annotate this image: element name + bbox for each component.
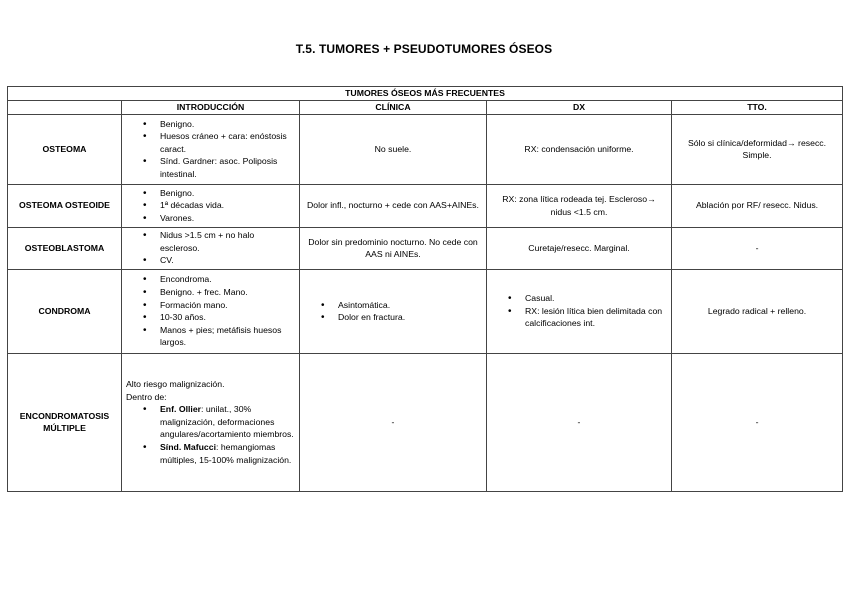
table-row (8, 227, 843, 269)
list-item: • Benigno. (160, 187, 295, 200)
tto-cell: Ablación por RF/ resecc. Nidus. (672, 184, 843, 227)
intro-list (126, 273, 295, 349)
document-title: T.5. TUMORES + PSEUDOTUMORES ÓSEOS (295, 42, 553, 56)
intro-list (126, 229, 295, 267)
table-row (8, 114, 843, 184)
dx-cell: RX: condensación uniforme. (487, 114, 672, 184)
list-item: • Nidus >1.5 cm + no halo escleroso. (160, 229, 295, 254)
list-item (160, 441, 295, 466)
clinica-cell: No suele. (300, 114, 487, 184)
clinica-cell: Dolor sin predominio nocturno. No cede con AAS ni AINEs. (300, 227, 487, 269)
intro-cell (122, 227, 300, 269)
tto-cell: Legrado radical + relleno. (672, 269, 843, 353)
header-tto: TTO. (672, 101, 843, 115)
intro-cell (122, 269, 300, 353)
header-clinica: CLÍNICA (300, 101, 487, 115)
intro-list (126, 118, 295, 181)
clinica-cell: Dolor infl., nocturno + cede con AAS+AINEs. (300, 184, 487, 227)
header-dx: DX (487, 101, 672, 115)
intro-cell (122, 114, 300, 184)
table-row (8, 269, 843, 353)
list-item: • Sínd. Gardner: asoc. Poliposis intestinal. (160, 155, 295, 180)
list-item: • Huesos cráneo + cara: enóstosis caract. (160, 130, 295, 155)
intro-list (126, 403, 295, 466)
dx-cell: - (487, 353, 672, 491)
intro-line: Alto riesgo malignización. (126, 378, 225, 389)
tto-cell: - (672, 227, 843, 269)
clinica-cell: - (300, 353, 487, 491)
list-item: • Benigno. (160, 118, 295, 131)
tumor-name: OSTEOMA (8, 114, 122, 184)
tumor-name: OSTEOMA OSTEOIDE (8, 184, 122, 227)
header-introduccion: INTRODUCCIÓN (122, 101, 300, 115)
tto-cell: - (672, 353, 843, 491)
list-item: • 10-30 años. (160, 311, 295, 324)
tumor-name: ENCONDROMATOSIS MÚLTIPLE (8, 353, 122, 491)
intro-cell (122, 353, 300, 491)
ollier-label: Enf. Ollier (160, 404, 202, 415)
header-empty (8, 101, 122, 115)
table-row (8, 353, 843, 491)
tto-cell: Sólo si clínica/deformidad→ resecc. Simple. (672, 114, 843, 184)
dx-cell: Curetaje/resecc. Marginal. (487, 227, 672, 269)
list-item: • RX: lesión lítica bien delimitada con calcificaciones int. (525, 305, 667, 330)
list-item: • CV. (160, 254, 295, 267)
intro-list (126, 187, 295, 225)
tumor-name: OSTEOBLASTOMA (8, 227, 122, 269)
dx-cell: RX: zona lítica rodeada tej. Escleroso→ nidus <1.5 cm. (487, 184, 672, 227)
mafucci-text: : hemangiomas múltiples, 15-100% malignización. (160, 442, 292, 465)
list-item: • Benigno. + frec. Mano. (160, 286, 295, 299)
table-row (8, 184, 843, 227)
list-item (160, 403, 295, 441)
list-item: • Asintomática. (338, 299, 482, 312)
dx-cell (487, 269, 672, 353)
list-item: • Encondroma. (160, 273, 295, 286)
ollier-text: : unilat., 30% malignización, deformaciones angulares/acortamiento miembros. (160, 404, 294, 440)
clinica-cell (300, 269, 487, 353)
list-item: • Casual. (525, 292, 667, 305)
tumor-name: CONDROMA (8, 269, 122, 353)
mafucci-label: Sínd. Mafucci (160, 442, 216, 453)
intro-line: Dentro de: (126, 391, 167, 402)
tumors-table (7, 86, 843, 492)
list-item: • Varones. (160, 212, 295, 225)
list-item: • 1ª décadas vida. (160, 199, 295, 212)
list-item: • Manos + pies; metáfisis huesos largos. (160, 324, 295, 349)
list-item: • Dolor en fractura. (338, 311, 482, 324)
intro-cell (122, 184, 300, 227)
list-item: • Formación mano. (160, 299, 295, 312)
dx-list (491, 292, 667, 330)
clinica-list (304, 299, 482, 324)
table-caption: TUMORES ÓSEOS MÁS FRECUENTES (8, 87, 843, 101)
